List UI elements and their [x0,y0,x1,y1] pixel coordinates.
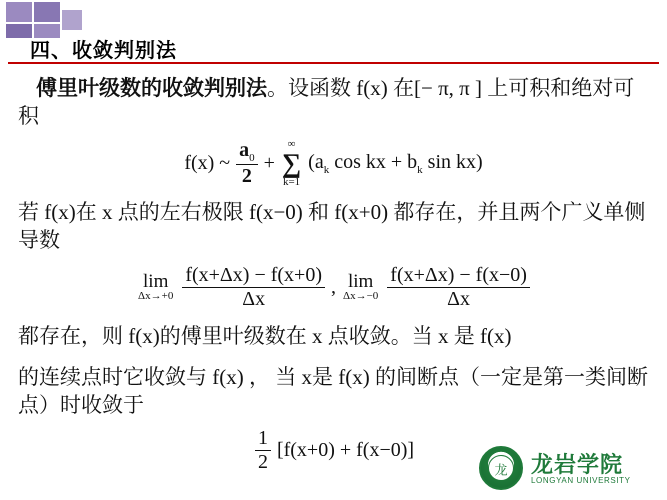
university-logo [479,444,659,496]
frac2-den: Δx [447,287,471,310]
formula1-body [308,151,483,176]
page-title: 四、收敛判别法 [30,40,177,62]
emblem-icon [479,446,523,490]
paragraph-2: 若 f(x)在 x 点的左右极限 f(x−0) 和 f(x+0) 都存在，并且两个广义单侧导数 [18,199,646,253]
formula-fourier-series [0,139,667,188]
formula1-fraction [236,139,258,188]
derivative-fraction-1 [182,264,325,310]
formula1-body-end: sin kx) [422,150,483,173]
formula1-num: a [239,138,250,161]
slide-body [0,68,667,477]
logo-name-en: LONGYAN UNIVERSITY [531,476,631,485]
limit-operator-2 [343,272,378,303]
formula1-num-sub: 0 [249,151,255,164]
formula3-body: [f(x+0) + f(x−0)] [276,438,415,461]
formula2-comma: , [331,275,336,298]
formula1-plus: + [263,151,275,174]
deco-square [34,2,60,22]
deco-square [6,2,32,22]
lim-sub-2: Δx→−0 [343,290,379,303]
limit-operator-1 [138,272,173,303]
formula1-body-mid: cos kx + b [329,150,418,173]
emblem-mark: 龙 [494,462,508,478]
deco-square [6,24,32,38]
formula1-body-open: (a [308,150,324,173]
title-underline [8,62,659,64]
lead-paragraph [0,74,667,131]
summation-operator [282,139,301,188]
derivative-fraction-2 [387,264,530,310]
formula3-den: 2 [257,450,268,473]
lim-sub-1: Δx→+0 [138,290,174,303]
formula-one-sided-derivatives [0,264,667,310]
formula1-den: 2 [241,165,252,188]
sum-upper-limit: ∞ [287,137,296,150]
deco-square [62,10,82,30]
formula3-num: 1 [255,427,271,450]
logo-name-cn: 龙岩学院 [531,452,624,477]
lim-word-2: lim [347,270,374,292]
formula1-lhs: f(x) ~ [184,151,231,174]
frac1-den: Δx [242,287,266,310]
lead-rest-text: 。设函数 f(x) 在[− π, π ] 上可积和绝对可积 [18,76,635,129]
formula1-sub-k1: k [323,163,330,176]
lim-word-1: lim [143,270,169,292]
sigma-icon: ∑ [281,147,302,178]
half-fraction [255,427,271,473]
frac2-num: f(x+Δx) − f(x−0) [387,264,530,287]
lead-bold-text: 傅里叶级数的收敛判别法 [36,76,267,100]
paragraph-3: 都存在，则 f(x)的傅里叶级数在 x 点收敛。当 x 是 f(x) [18,324,512,349]
frac1-num: f(x+Δx) − f(x+0) [182,264,325,287]
formula1-sub-k2: k [417,163,423,176]
sum-lower-limit: k=1 [282,175,301,188]
paragraph-4: 的连续点时它收敛与 f(x) ， 当 x是 f(x) 的间断点（一定是第一类间断点）时收敛于 [18,364,648,417]
